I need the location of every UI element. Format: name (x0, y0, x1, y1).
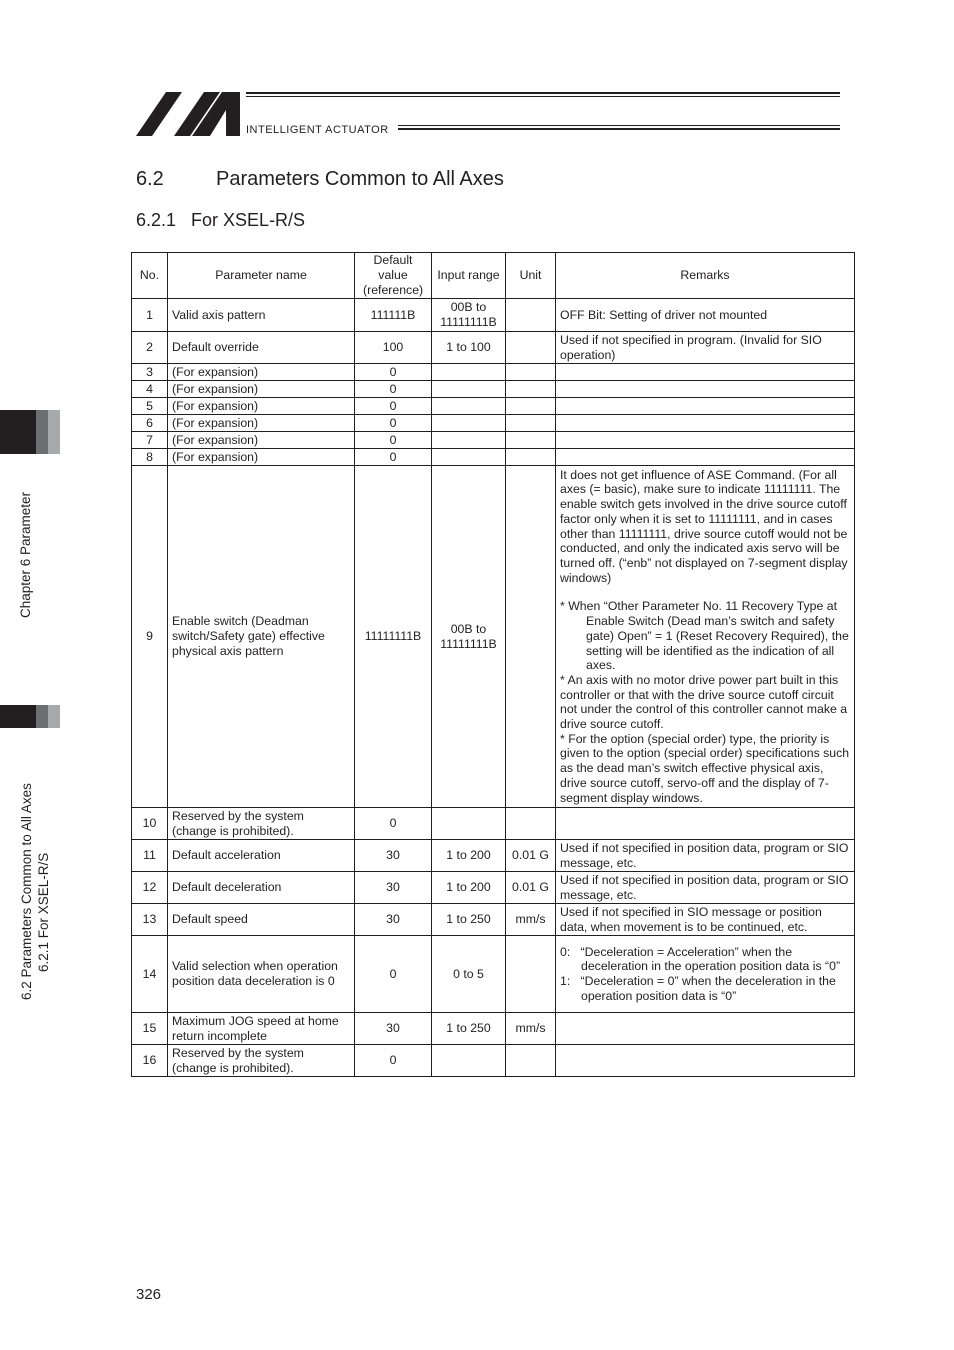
table-row (132, 872, 855, 904)
remarks-note: * When “Other Parameter No. 11 Recovery Type at Enable Switch (Dead man’s switch and safety gate) Open” = 1 (Reset Recovery Required), the setting will be identified as the indication of all axes. (560, 599, 849, 673)
table-row (132, 332, 855, 364)
cell-name: Reserved by the system (change is prohibited). (168, 1045, 355, 1077)
cell-default: 0 (355, 398, 432, 415)
cell-range: 00B to 11111111B (432, 299, 506, 332)
cell-name: Enable switch (Deadman switch/Safety gate) effective physical axis pattern (168, 466, 355, 808)
cell-remarks (556, 449, 855, 466)
cell-no: 15 (132, 1013, 168, 1045)
cell-no: 14 (132, 936, 168, 1013)
cell-no: 13 (132, 904, 168, 936)
cell-unit (506, 432, 556, 449)
cell-remarks (556, 432, 855, 449)
cell-unit (506, 449, 556, 466)
cell-default: 30 (355, 872, 432, 904)
col-header-remarks: Remarks (556, 253, 855, 299)
chapter-tab-marker (0, 410, 60, 454)
section-tab-marker (0, 705, 60, 728)
table-row (132, 904, 855, 936)
header-rule (246, 96, 840, 97)
section-number: 6.2 (136, 168, 164, 190)
cell-no: 9 (132, 466, 168, 808)
header-rule (398, 128, 840, 130)
cell-name: (For expansion) (168, 449, 355, 466)
cell-unit (506, 381, 556, 398)
table-row (132, 449, 855, 466)
cell-name: (For expansion) (168, 432, 355, 449)
cell-default: 100 (355, 332, 432, 364)
cell-unit (506, 332, 556, 364)
header-rule (246, 92, 840, 94)
cell-remarks: Used if not specified in position data, program or SIO message, etc. (556, 840, 855, 872)
cell-remarks: Used if not specified in position data, program or SIO message, etc. (556, 872, 855, 904)
section-title: Parameters Common to All Axes (216, 168, 504, 190)
table-row (132, 936, 855, 1013)
cell-default: 0 (355, 936, 432, 1013)
section-tab-label (18, 730, 52, 1000)
cell-no: 12 (132, 872, 168, 904)
remarks-note: * An axis with no motor drive power part built in this controller or that with the drive source cutoff circuit not under the control of this controller cannot make a drive source cutoff. (560, 672, 848, 732)
table-row (132, 432, 855, 449)
col-header-no: No. (132, 253, 168, 299)
subsection-title: 6.2.1 For XSEL-R/S (136, 210, 306, 230)
table-row (132, 299, 855, 332)
cell-range (432, 364, 506, 381)
cell-range (432, 381, 506, 398)
cell-default: 0 (355, 432, 432, 449)
cell-unit (506, 1045, 556, 1077)
table-row (132, 1045, 855, 1077)
cell-range: 1 to 100 (432, 332, 506, 364)
remarks-option: 0: “Deceleration = Acceleration” when the deceleration in the operation position data is “0” (560, 944, 841, 974)
brand-name: INTELLIGENT ACTUATOR (246, 124, 389, 136)
cell-default: 0 (355, 381, 432, 398)
cell-name: (For expansion) (168, 398, 355, 415)
cell-remarks (556, 364, 855, 381)
cell-unit (506, 808, 556, 840)
cell-default: 0 (355, 449, 432, 466)
cell-remarks (556, 466, 855, 808)
iai-logo-icon (136, 90, 244, 138)
cell-no: 2 (132, 332, 168, 364)
parameter-table (131, 252, 855, 1077)
cell-name: Valid selection when operation position data deceleration is 0 (168, 936, 355, 1013)
cell-no: 8 (132, 449, 168, 466)
remarks-note: * For the option (special order) type, the priority is given to the option (special order) specifications such as the dead man’s switch effective physical axis, drive source cutoff, servo-off and the display of 7-segment display windows. (560, 731, 850, 805)
cell-name: (For expansion) (168, 364, 355, 381)
page-header (136, 90, 840, 140)
cell-range: 1 to 200 (432, 872, 506, 904)
cell-default: 0 (355, 364, 432, 381)
cell-name: Reserved by the system (change is prohibited). (168, 808, 355, 840)
col-header-default: Default value (reference) (355, 253, 432, 299)
col-header-range: Input range (432, 253, 506, 299)
cell-remarks (556, 1045, 855, 1077)
section-tab-line1: 6.2 Parameters Common to All Axes (19, 783, 34, 1000)
chapter-tab-label: Chapter 6 Parameter (18, 491, 33, 618)
cell-unit: mm/s (506, 904, 556, 936)
cell-range: 1 to 250 (432, 1013, 506, 1045)
cell-name: Maximum JOG speed at home return incomplete (168, 1013, 355, 1045)
cell-range (432, 415, 506, 432)
cell-remarks (556, 398, 855, 415)
table-row (132, 466, 855, 808)
cell-range: 00B to 11111111B (432, 466, 506, 808)
table-row (132, 1013, 855, 1045)
cell-range: 1 to 250 (432, 904, 506, 936)
cell-no: 16 (132, 1045, 168, 1077)
cell-no: 10 (132, 808, 168, 840)
section-tab-line2: 6.2.1 For XSEL-R/S (36, 852, 51, 972)
cell-name: Default acceleration (168, 840, 355, 872)
cell-remarks (556, 415, 855, 432)
cell-no: 6 (132, 415, 168, 432)
cell-range (432, 1045, 506, 1077)
table-row (132, 840, 855, 872)
cell-default: 30 (355, 840, 432, 872)
cell-range (432, 808, 506, 840)
cell-range (432, 398, 506, 415)
table-row (132, 415, 855, 432)
cell-no: 7 (132, 432, 168, 449)
cell-remarks: OFF Bit: Setting of driver not mounted (556, 299, 855, 332)
cell-range: 1 to 200 (432, 840, 506, 872)
cell-unit (506, 398, 556, 415)
remarks-spacer (560, 585, 850, 599)
cell-default: 111111B (355, 299, 432, 332)
cell-remarks (556, 381, 855, 398)
cell-no: 3 (132, 364, 168, 381)
cell-unit (506, 936, 556, 1013)
cell-unit (506, 415, 556, 432)
cell-unit: mm/s (506, 1013, 556, 1045)
cell-default: 0 (355, 1045, 432, 1077)
cell-unit (506, 364, 556, 381)
cell-default: 30 (355, 904, 432, 936)
cell-name: Valid axis pattern (168, 299, 355, 332)
cell-name: Default override (168, 332, 355, 364)
cell-unit: 0.01 G (506, 872, 556, 904)
remarks-option: 1: “Deceleration = 0” when the deceleration in the operation position data is “0” (560, 974, 840, 1003)
cell-range (432, 432, 506, 449)
table-row (132, 364, 855, 381)
cell-name: (For expansion) (168, 415, 355, 432)
remarks-main: It does not get influence of ASE Command. (For all axes (= basic), make sure to indicate 11111111. The enable switch gets involved in the drive source cutoff factor only when it is set to 11111111, and in cases other than 11111111, drive source cutoff would not be conducted, and only the indicated axis servo will be turned off. (“enb” not displayed on 7-segment display windows) (560, 467, 848, 585)
cell-default: 11111111B (355, 466, 432, 808)
cell-no: 4 (132, 381, 168, 398)
cell-unit: 0.01 G (506, 840, 556, 872)
cell-no: 1 (132, 299, 168, 332)
cell-remarks: Used if not specified in SIO message or position data, when movement is to be continued, etc. (556, 904, 855, 936)
cell-unit (506, 299, 556, 332)
cell-remarks (556, 936, 855, 1013)
cell-remarks (556, 1013, 855, 1045)
col-header-name: Parameter name (168, 253, 355, 299)
cell-remarks: Used if not specified in program. (Invalid for SIO operation) (556, 332, 855, 364)
cell-default: 0 (355, 808, 432, 840)
col-header-unit: Unit (506, 253, 556, 299)
cell-remarks (556, 808, 855, 840)
table-header-row (132, 253, 855, 299)
cell-unit (506, 466, 556, 808)
header-rule (398, 125, 840, 126)
cell-no: 11 (132, 840, 168, 872)
cell-default: 0 (355, 415, 432, 432)
cell-name: (For expansion) (168, 381, 355, 398)
table-row (132, 808, 855, 840)
cell-range (432, 449, 506, 466)
page-number: 326 (136, 1286, 162, 1303)
cell-name: Default deceleration (168, 872, 355, 904)
table-row (132, 381, 855, 398)
table-row (132, 398, 855, 415)
cell-name: Default speed (168, 904, 355, 936)
cell-range: 0 to 5 (432, 936, 506, 1013)
cell-default: 30 (355, 1013, 432, 1045)
cell-no: 5 (132, 398, 168, 415)
